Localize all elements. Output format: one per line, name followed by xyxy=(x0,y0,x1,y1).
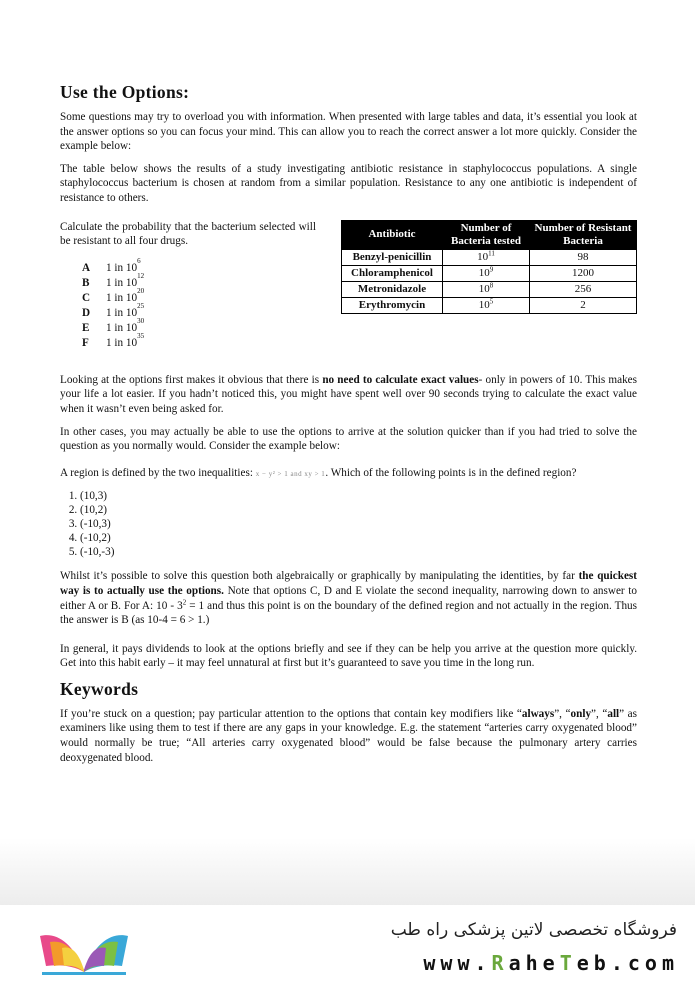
answer-option: E 1 in 10 30 xyxy=(82,316,145,334)
website-url: www.RaheTeb.com xyxy=(423,951,679,975)
header-antibiotic: Antibiotic xyxy=(342,220,443,249)
answer-option: C 1 in 10 20 xyxy=(82,286,145,304)
answer-option: F 1 in 10 35 xyxy=(82,331,145,349)
list-item: 1. (10,3) xyxy=(80,489,637,503)
table-row: Erythromycin $10^5$ 2 xyxy=(342,297,637,313)
region-question: A region is defined by the two inequalities: x − y² > 1 and xy > 1. Which of the following points is in the defined region? xyxy=(60,466,577,479)
answer-option: A 1 in 10 6 xyxy=(82,256,141,274)
section-heading-use-options: Use the Options: xyxy=(60,82,190,102)
list-item: 2. (10,2) xyxy=(80,503,637,517)
question-block xyxy=(60,220,637,351)
list-item: 4. (-10,2) xyxy=(80,531,637,545)
inequality-formula: x − y² > 1 and xy > 1 xyxy=(255,469,326,478)
answer-option: D 1 in 10 25 xyxy=(82,301,145,319)
page-content xyxy=(60,82,637,773)
question-text: Calculate the probability that the bacterium selected will be resistant to all four drugs. xyxy=(60,220,316,248)
intro-paragraph: Some questions may try to overload you with information. When presented with large tables and data, it’s essential you look at the answer options so you can focus your mind. This can allow you to reach the correct answer a lot more quickly. Consider the example below: xyxy=(60,111,637,153)
keywords-paragraph: If you’re stuck on a question; pay particular attention to the options that contain key modifiers like “always”, “only”, “all” as examiners like using them to test if there are any gaps in your knowledge. E.g. the statement “arteries carry oxygenated blood” would normally be true; “All arteries carry oxygenated blood” would be false because the pulmonary artery carries deoxygenated blood. xyxy=(60,707,637,764)
open-book-logo-icon xyxy=(36,922,132,977)
answer-option: B 1 in 10 12 xyxy=(82,271,145,289)
other-cases-paragraph: In other cases, you may actually be able to use the options to arrive at the solution quicker than if you had tried to solve the question as you normally would. Consider the example below: xyxy=(60,425,637,453)
table-header-row xyxy=(342,220,637,249)
header-tested: Number of Bacteria tested xyxy=(443,220,530,249)
study-paragraph: The table below shows the results of a study investigating antibiotic resistance in staphylococcus populations. A single staphylococcus bacterium is chosen at random from a similar population. Resistance to any one antibiotic is independent of resistance to others. xyxy=(60,162,637,204)
summary-paragraph: In general, it pays dividends to look at the options briefly and see if they can be help you arrive at the question more quickly. Get into this habit early – it may feel unnatural at first but it’s guaranteed to save you time in the long run. xyxy=(60,642,637,670)
answer-options xyxy=(82,256,316,351)
table-row: Metronidazole $10^8$ 256 xyxy=(342,281,637,297)
section-heading-keywords: Keywords xyxy=(60,678,139,699)
table-row: Chloramphenicol $10^9$ 1200 xyxy=(342,265,637,281)
table-row: Benzyl-penicillin $10^{11}$ 98 xyxy=(342,249,637,265)
solution-paragraph: Whilst it’s possible to solve this question both algebraically or graphically by manipulating the identities, by far the quickest way is to actually use the options. Note that options C, D and E violate the second inequality, narrowing down to answer to either A or B. For A: $10 - 3^2 = 1$ and thus this point is on the boundary of the defined region and not actually in the region. Thus the answer is B (as 10-4 = 6 > 1.) xyxy=(60,570,637,627)
list-item: 3. (-10,3) xyxy=(80,517,637,531)
question-left xyxy=(60,220,316,351)
point-options xyxy=(60,489,637,559)
explanation-paragraph: Looking at the options first makes it obvious that there is no need to calculate exact values- only in powers of 10. This makes your life a lot easier. If you hadn’t noticed this, you might have spent well over 90 seconds trying to calculate the exact value when it wasn’t even being asked for. xyxy=(60,373,637,415)
shop-name: فروشگاه تخصصی لاتین پزشکی راه طب xyxy=(390,920,677,940)
list-item: 5. (-10,-3) xyxy=(80,545,637,559)
header-resistant: Number of Resistant Bacteria xyxy=(530,220,637,249)
antibiotic-table xyxy=(341,220,637,314)
